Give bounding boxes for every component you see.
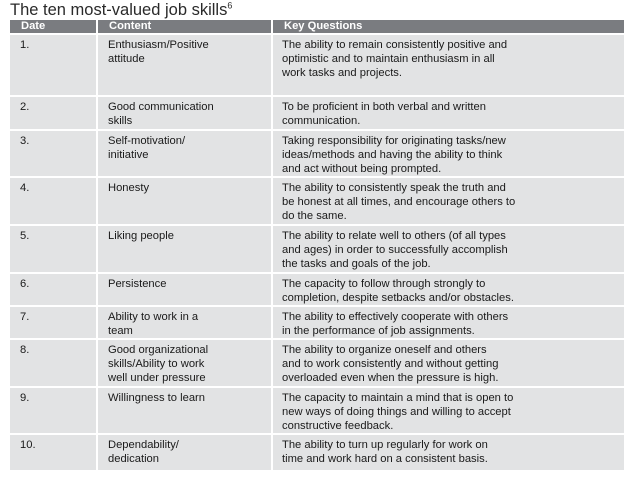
- row-content: Liking people: [97, 225, 272, 273]
- row-content: Persistence: [97, 273, 272, 306]
- table-row: [10, 96, 624, 130]
- row-number: 6.: [10, 273, 97, 306]
- title-text: The ten most-valued job skills: [10, 1, 228, 19]
- row-number: 8.: [10, 339, 97, 387]
- row-number: 1.: [10, 34, 97, 96]
- row-number: 4.: [10, 177, 97, 225]
- row-content: Honesty: [97, 177, 272, 225]
- header-content: Content: [97, 20, 272, 34]
- table-row: [10, 434, 624, 470]
- row-key-question: The ability to organize oneself and others and to work consistently and without getting overloaded even when the pressure is high.: [272, 339, 624, 387]
- row-key-question: The capacity to maintain a mind that is open to new ways of doing things and willing to accept constructive feedback.: [272, 387, 624, 434]
- table-row: [10, 34, 624, 96]
- row-content: Self-motivation/ initiative: [97, 130, 272, 177]
- row-key-question: The ability to remain consistently positive and optimistic and to maintain enthusiasm in all work tasks and projects.: [272, 34, 624, 96]
- table-row: [10, 177, 624, 225]
- row-key-question: The ability to effectively cooperate with others in the performance of job assignments.: [272, 306, 624, 339]
- page-title: [10, 0, 232, 20]
- row-number: 5.: [10, 225, 97, 273]
- row-key-question: To be proficient in both verbal and written communication.: [272, 96, 624, 130]
- row-number: 10.: [10, 434, 97, 470]
- row-key-question: The capacity to follow through strongly to completion, despite setbacks and/or obstacles.: [272, 273, 624, 306]
- footnote-marker: 6: [227, 0, 233, 11]
- header-key-questions: Key Questions: [272, 20, 624, 34]
- row-key-question: The ability to turn up regularly for work on time and work hard on a consistent basis.: [272, 434, 624, 470]
- row-content: Good communication skills: [97, 96, 272, 130]
- table-row: [10, 339, 624, 387]
- row-number: 3.: [10, 130, 97, 177]
- table-row: [10, 273, 624, 306]
- row-content: Good organizational skills/Ability to work well under pressure: [97, 339, 272, 387]
- row-number: 2.: [10, 96, 97, 130]
- row-key-question: The ability to consistently speak the truth and be honest at all times, and encourage others to do the same.: [272, 177, 624, 225]
- table-row: [10, 306, 624, 339]
- row-number: 9.: [10, 387, 97, 434]
- table-row: [10, 130, 624, 177]
- header-row: [10, 20, 624, 34]
- row-content: Enthusiasm/Positive attitude: [97, 34, 272, 96]
- header-date: Date: [10, 20, 97, 34]
- row-content: Ability to work in a team: [97, 306, 272, 339]
- row-key-question: The ability to relate well to others (of all types and ages) in order to successfully accomplish the tasks and goals of the job.: [272, 225, 624, 273]
- row-number: 7.: [10, 306, 97, 339]
- table-row: [10, 225, 624, 273]
- row-content: Willingness to learn: [97, 387, 272, 434]
- row-content: Dependability/ dedication: [97, 434, 272, 470]
- job-skills-table: [10, 20, 624, 470]
- row-key-question: Taking responsibility for originating tasks/new ideas/methods and having the ability to think and act without being prompted.: [272, 130, 624, 177]
- table-row: [10, 387, 624, 434]
